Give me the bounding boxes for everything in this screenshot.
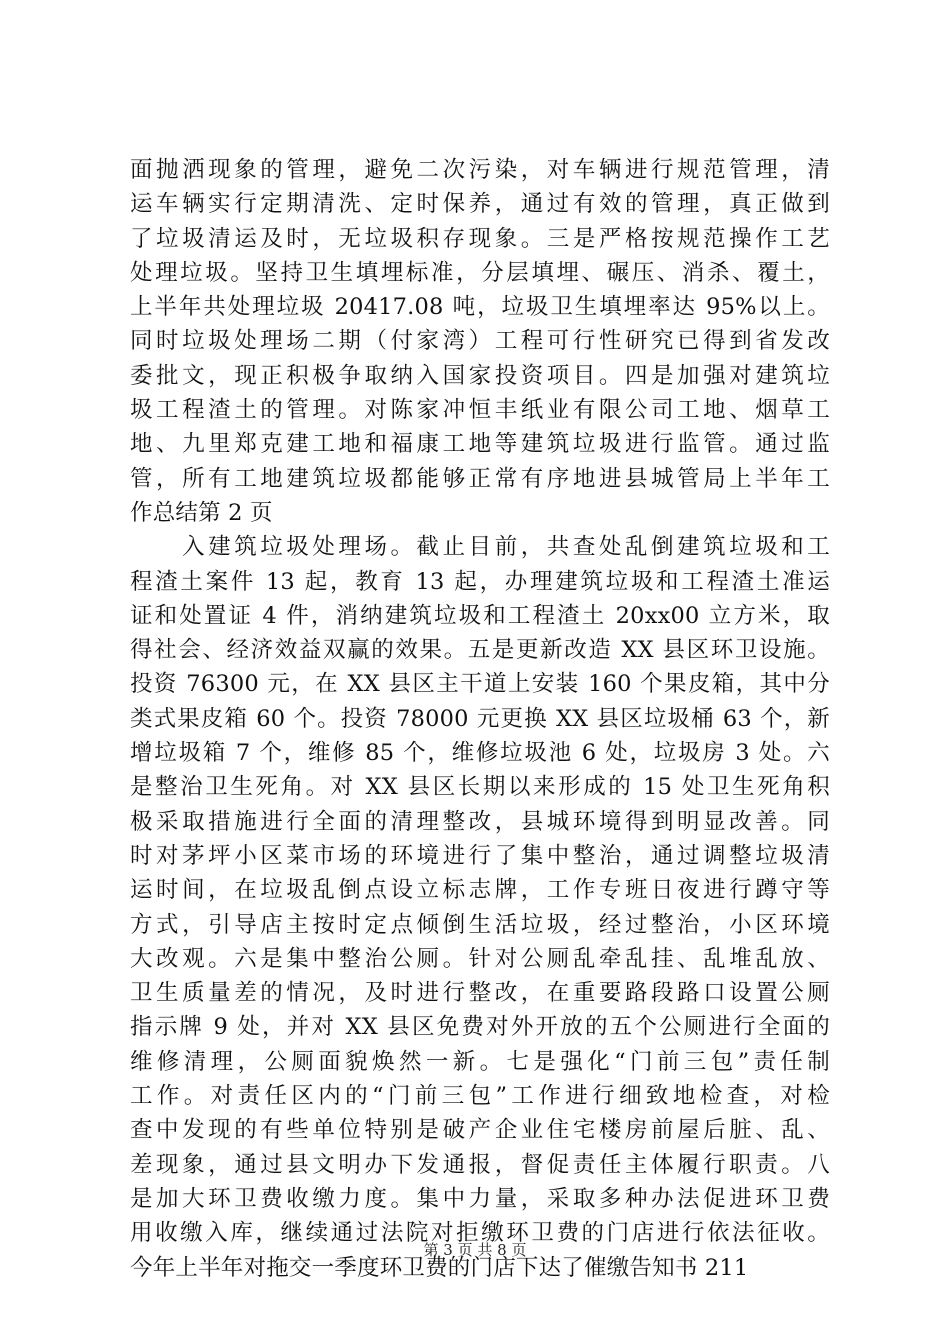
text-line: 大改观。六是集中整治公厕。针对公厕乱牵乱挂、乱堆乱放、 [130, 945, 830, 972]
text-line: 极采取措施进行全面的清理整改，县城环境得到明显改善。同 [130, 808, 830, 835]
text-line: 地、九里郑克建工地和福康工地等建筑垃圾进行监管。通过监 [130, 431, 830, 458]
text-line: 委批文，现正积极争取纳入国家投资项目。四是加强对建筑垃 [130, 362, 830, 389]
text-line: 增垃圾箱 7 个，维修 85 个，维修垃圾池 6 处，垃圾房 3 处。六 [130, 740, 830, 767]
text-line: 程渣土案件 13 起，教育 13 起，办理建筑垃圾和工程渣土准运 [130, 568, 830, 595]
text-line: 了垃圾清运及时，无垃圾积存现象。三是严格按规范操作工艺 [130, 225, 830, 252]
text-line: 处理垃圾。坚持卫生填埋标准，分层填埋、碾压、消杀、覆土， [130, 259, 830, 286]
text-line: 证和处置证 4 件，消纳建筑垃圾和工程渣土 20xx00 立方米，取 [130, 602, 830, 629]
text-line: 管，所有工地建筑垃圾都能够正常有序地进县城管局上半年工 [130, 465, 830, 492]
text-line: 运时间，在垃圾乱倒点设立标志牌，工作专班日夜进行蹲守等 [130, 877, 830, 904]
text-line: 方式，引导店主按时定点倾倒生活垃圾，经过整治，小区环境 [130, 911, 830, 938]
text-line: 今年上半年对拖交一季度环卫费的门店下达了催缴告知书 211 [130, 1254, 749, 1281]
text-line: 是整治卫生死角。对 XX 县区长期以来形成的 15 处卫生死角积 [130, 774, 830, 801]
body-text [130, 153, 830, 1285]
text-line: 得社会、经济效益双赢的效果。五是更新改造 XX 县区环卫设施。 [130, 637, 830, 664]
text-line: 入建筑垃圾处理场。截止目前，共查处乱倒建筑垃圾和工 [130, 534, 830, 561]
text-line: 上半年共处理垃圾 20417.08 吨，垃圾卫生填埋率达 95%以上。 [130, 294, 830, 321]
text-line: 类式果皮箱 60 个。投资 78000 元更换 XX 县区垃圾桶 63 个，新 [130, 705, 830, 732]
text-line: 面抛洒现象的管理，避免二次污染，对车辆进行规范管理，清 [130, 157, 830, 183]
text-line: 运车辆实行定期清洗、定时保养，通过有效的管理，真正做到 [130, 191, 830, 218]
text-line: 是加大环卫费收缴力度。集中力量，采取多种办法促进环卫费 [130, 1185, 830, 1212]
text-line: 时对茅坪小区菜市场的环境进行了集中整治，通过调整垃圾清 [130, 842, 830, 869]
text-line: 查中发现的有些单位特别是破产企业住宅楼房前屋后脏、乱、 [130, 1117, 830, 1144]
text-line: 同时垃圾处理场二期（付家湾）工程可行性研究已得到省发改 [130, 328, 830, 355]
text-line: 维修清理，公厕面貌焕然一新。七是强化“门前三包”责任制 [130, 1048, 830, 1075]
text-line: 工作。对责任区内的“门前三包”工作进行细致地检查，对检 [130, 1083, 830, 1110]
text-line: 卫生质量差的情况，及时进行整改，在重要路段路口设置公厕 [130, 980, 830, 1007]
text-line: 用收缴入库，继续通过法院对拒缴环卫费的门店进行依法征收。 [130, 1220, 830, 1247]
text-line: 投资 76300 元，在 XX 县区主干道上安装 160 个果皮箱，其中分 [130, 671, 830, 698]
text-line: 指示牌 9 处，并对 XX 县区免费对外开放的五个公厕进行全面的 [130, 1014, 830, 1041]
text-line: 圾工程渣土的管理。对陈家冲恒丰纸业有限公司工地、烟草工 [130, 397, 830, 424]
page-number-footer: 第 3 页 共 8 页 [423, 1241, 527, 1259]
text-line: 作总结第 2 页 [130, 499, 273, 526]
text-line: 差现象，通过县文明办下发通报，督促责任主体履行职责。八 [130, 1151, 830, 1178]
